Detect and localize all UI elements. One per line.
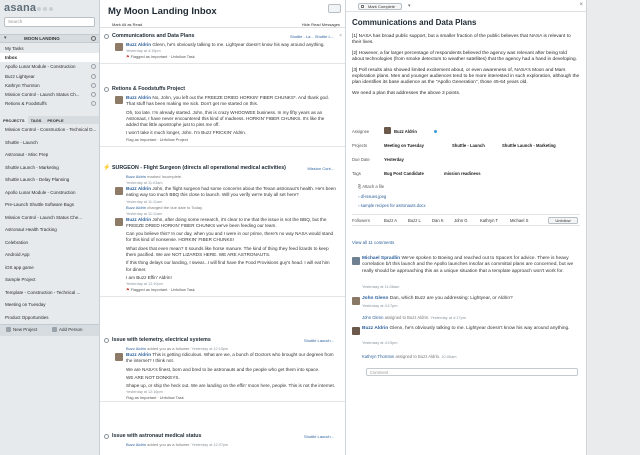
project-item-label: Sample Project: [5, 277, 36, 282]
project-item[interactable]: [0, 212, 100, 225]
unfollow-button[interactable]: Unfollow Task: [170, 287, 195, 293]
gear-icon[interactable]: [91, 36, 96, 41]
sidebar-item[interactable]: [0, 72, 100, 81]
follower-chip[interactable]: John G: [454, 218, 468, 223]
attach-file-button[interactable]: ⎘ Attach a file: [358, 184, 385, 189]
comment: Buzz Aldrin Glenn, he's obviously talking to me. Lightyear doesn't know his way around anything.: [352, 326, 576, 332]
inbox-thread[interactable]: [100, 336, 346, 402]
projects-field[interactable]: Projects Meeting on Tuesday Shuttle - Launch Shuttle Launch - Marketing: [352, 143, 556, 148]
thread-title[interactable]: Communications and Data Plans: [112, 33, 195, 39]
project-item[interactable]: [0, 299, 100, 312]
comment-text: What does that even mean? It sounds like horse manure. The kind of thing they feed lizards to keep them pacified. We are NOT LIZARDS HERE. WE ARE ASTRONAUTS.: [126, 245, 329, 258]
project-item[interactable]: [0, 249, 100, 262]
status-dot-icon: [434, 130, 437, 133]
project-item[interactable]: [0, 137, 100, 150]
project-item[interactable]: [0, 224, 100, 237]
asana-logo[interactable]: asana: [4, 2, 54, 14]
assignee-field[interactable]: Assignee Buzz Aldrin: [352, 127, 580, 137]
avatar: [352, 257, 360, 265]
person-icon: [91, 64, 96, 69]
comment-text: Oh, too late. I'm already started. John, this is crazy WHOOWEE business. In my fifty years as an Astronaut, I have never encountered this kind of madness. HORKIN' FIBER CHUNKS. It's like the added that little apostrophe just to piss me off.: [126, 109, 325, 128]
paperclip-icon: ⎘: [358, 184, 363, 189]
unfollow-button[interactable]: Unfollow Task: [170, 54, 195, 60]
activity-line: Buzz Aldrin added you as a follower. Yesterday at 12:15pm: [126, 346, 229, 351]
flag-icon: ⚑: [126, 54, 130, 60]
task-checkbox[interactable]: [104, 87, 109, 92]
sidebar-item[interactable]: [0, 44, 100, 53]
followers-bar: Followers Buzz A Buzz L Dan K John G Kathryn T Michael S Unfollow: [352, 214, 580, 226]
person-icon: [91, 83, 96, 88]
thread-title[interactable]: Issue with astronaut medical status: [112, 433, 202, 439]
project-item-label: Celebration: [5, 239, 29, 245]
search-input[interactable]: Search: [4, 17, 95, 27]
flag-button[interactable]: Flag as Important: [126, 136, 157, 142]
project-item-label: Apollo Lunar Module - Construction: [5, 189, 76, 195]
workspace-name: MOON LANDING: [24, 36, 60, 41]
sidebar-item[interactable]: [0, 81, 100, 90]
comment: Buzz Aldrin John, after doing some research, it's clear to me that the issue is not the BBQ, but the FREEZE DRIED HORKIN' FIBER CHUNKS we've been feeding our team.: [100, 217, 346, 230]
unfollow-button[interactable]: Unfollow Task: [159, 395, 184, 401]
project-item[interactable]: [0, 174, 100, 187]
checkmark-icon: [361, 5, 364, 8]
task-checkbox[interactable]: [104, 338, 109, 343]
project-item[interactable]: [0, 149, 100, 162]
project-item[interactable]: [0, 237, 100, 250]
plus-icon: [6, 327, 11, 332]
timestamp: Yesterday at 12:10pm: [126, 282, 163, 287]
sidebar-footer: [0, 324, 100, 336]
project-item[interactable]: [0, 287, 100, 300]
activity-line: Kathryn Thornton assigned to Buzz Aldrin. 10:06am: [362, 354, 457, 359]
due-date-field[interactable]: Due Date Yesterday: [352, 157, 404, 162]
mark-complete-button[interactable]: Mark Complete: [358, 3, 402, 10]
tags-field[interactable]: Tags Bug Post Candidate mission readiness: [352, 171, 481, 176]
comment-text: I won't take it much longer, John. I'm Buzz FRICKIN' Aldrin.: [126, 130, 247, 136]
comment-text: Can you believe this? In our day, when you and I were in our prime, there's no way NASA would stand for this kind of nonsense. HORKIN' FIBER CHUNKS!: [126, 231, 334, 243]
project-item-label: Meeting on Tuesday: [5, 302, 46, 307]
sidebar-tabs: [0, 116, 100, 124]
activity-line: Buzz Aldrin changed the due date to Today.: [126, 204, 203, 210]
project-item-label: Mission Control - Launch Status Che...: [5, 214, 83, 220]
avatar: [115, 187, 123, 195]
activity-line: Buzz Aldrin marked Incomplete.: [126, 174, 183, 179]
person-icon: [91, 101, 96, 106]
project-item-label: Shuttle - Launch: [5, 139, 38, 145]
avatar: [115, 218, 123, 226]
project-item-label: Mission Control - Construction - Technical D...: [5, 127, 97, 132]
thread-actions: Flag as Important · Unfollow Project: [126, 136, 188, 142]
sidebar: [0, 0, 100, 455]
follower-chip[interactable]: Buzz A: [384, 218, 398, 223]
project-item[interactable]: [0, 262, 100, 275]
task-toolbar: [346, 0, 586, 12]
sidebar-item-label: Buzz Lightyear: [5, 73, 35, 79]
logo-dot-icon: [37, 7, 41, 11]
project-item-label: Product Opportunities: [5, 314, 49, 320]
avatar: [352, 297, 360, 305]
avatar: [115, 96, 123, 104]
mark-all-read-button[interactable]: Mark All as Read: [112, 22, 143, 27]
sidebar-item-label: Mission Control - Launch Status Ch...: [5, 91, 80, 97]
lightning-icon: ⚡: [103, 165, 111, 171]
avatar: [384, 127, 391, 134]
project-item-label: Pre-Launch Shuttle Software Bugs: [5, 202, 75, 207]
window-margin: [586, 0, 640, 455]
task-checkbox[interactable]: [104, 34, 109, 39]
inbox-thread[interactable]: [100, 32, 346, 64]
follower-chip[interactable]: Kathryn T: [480, 218, 499, 223]
inbox-thread[interactable]: [100, 164, 346, 297]
sidebar-item[interactable]: [0, 90, 100, 99]
tab-people[interactable]: PEOPLE: [47, 118, 64, 123]
follower-chip[interactable]: Dan K: [432, 218, 444, 223]
comment: Buzz Aldrin No, John, you left out the FREEZE DRIED HORKIN' FIBER CHUNKS*. And thank god. That stuff has been making me sick. Don't get me started on this.: [100, 95, 346, 108]
comment: Michael Spradlin We've spoken to Boeing and reached out to SpaceX for advice. There is heavy correlation b/t this launch and the Apollo launches insofar as committal plans are concerned, but we really should be approaching this as a unique situation that a template approach won't work for.: [352, 256, 576, 275]
task-detail-pane: [346, 0, 586, 455]
timestamp: Yesterday at 11:11am: [126, 211, 163, 216]
sidebar-item-label: Apollo Lunar Module - Construction: [5, 64, 76, 70]
project-item[interactable]: [0, 274, 100, 287]
timestamp: Yesterday at 11:06am: [362, 284, 400, 289]
close-icon[interactable]: ×: [579, 2, 583, 8]
sidebar-item-label: Kathryn Thornton: [5, 82, 40, 88]
close-icon[interactable]: ×: [339, 33, 342, 39]
flag-button[interactable]: Flagged as Important: [130, 287, 168, 293]
comment: Buzz Aldrin John, the flight surgeon had some concerns about the Texan astronaut's health. He's been eating way too much BBQ this close to launch. Will you verify we're truly all set here?: [100, 186, 346, 199]
inbox-toolbar: [100, 20, 346, 28]
sidebar-item-label: My Tasks: [5, 46, 24, 51]
follower-chip[interactable]: Michael S: [510, 218, 529, 223]
comment-text: WE ARE NOT DONKEYS.: [126, 374, 180, 380]
attachment-link[interactable]: ▫ sample recipes for astronauts.docx: [358, 203, 426, 208]
follower-chip[interactable]: Buzz L: [408, 218, 421, 223]
project-item[interactable]: [0, 162, 100, 175]
unfollow-button[interactable]: Unfollow: [548, 217, 578, 224]
tab-projects[interactable]: PROJECTS: [0, 116, 28, 125]
new-project-button[interactable]: New Project: [6, 327, 37, 332]
view-all-comments-link[interactable]: View all 11 comments: [352, 240, 395, 245]
flag-button[interactable]: Flag as Important: [126, 395, 157, 401]
project-link[interactable]: Shuttle Launch...: [303, 434, 334, 439]
project-item[interactable]: [0, 124, 100, 137]
task-description[interactable]: [1] NASA has broad public support, but a smaller fraction of the public believes that NASA is relevant to their lives. [2] However, a far larger percentage of respondents believed the agency was relevant after being told about technologies (from smoke detectors to weather satellites) that the agency had a hand in developing. [3] Poll results also showed limited excitement about, or even awareness of, NASA's Moon and Mars exploration plans. Men and younger audiences tend to be more interested in such exploration, although the plan identifies its base audience as the "Apollo Generation", those 45-64 years old. We need a plan that addresses the above 3 points.: [352, 34, 580, 96]
project-item-label: Shuttle Launch - Delay Planning: [5, 177, 70, 182]
project-item-label: Astronaut - Misc Prep: [5, 152, 49, 157]
comment: Buzz Aldrin This is getting ridiculous. What are we, a bunch of Doctors who brought our degrees from the internet? I think not.: [100, 352, 346, 365]
timestamp: Yesterday at 11:03am: [126, 181, 163, 185]
person-icon: [52, 327, 57, 332]
person-icon: [91, 74, 96, 79]
project-item[interactable]: [0, 199, 100, 212]
file-icon: ▫: [358, 194, 361, 199]
activity-line: John Glenn assigned to Buzz Aldrin. Yesterday at 4:17pm: [362, 315, 467, 320]
avatar: [115, 43, 123, 51]
thread-title[interactable]: SURGEON - Flight Surgeon (directs all operational medical activities): [112, 165, 286, 171]
comment: John Glenn Dan, which Buzz are you addressing: Lightyear, or Aldrin?: [352, 296, 576, 302]
project-item-label: Astronaut Health Tracking: [5, 227, 57, 232]
collapse-icon[interactable]: [328, 4, 341, 13]
avatar: [352, 327, 360, 335]
thread-title[interactable]: Retions & Foodstuffs Project: [112, 86, 185, 92]
timestamp: Yesterday at 12:16pm: [126, 390, 163, 395]
avatar: [115, 353, 123, 361]
flag-button[interactable]: Flagged as Important: [130, 54, 168, 60]
unfollow-button[interactable]: Unfollow Project: [159, 136, 188, 142]
comment-text: I am Buzz Effin' Aldrin!: [126, 274, 172, 280]
project-link[interactable]: Mission Cont...: [307, 166, 334, 171]
project-list: [0, 124, 100, 324]
project-item-label: Template - Construction - Technical ...: [5, 289, 81, 295]
chevron-down-icon: ▾: [4, 35, 7, 41]
task-title[interactable]: Communications and Data Plans: [352, 18, 477, 27]
project-link[interactable]: Shuttle - La... Shuttle L...: [289, 34, 334, 39]
sidebar-item-label: Retions & Foodstuffs: [5, 101, 47, 107]
thread-actions: Flag as Important · Unfollow Task: [126, 395, 184, 401]
project-item-label: Shuttle Launch - Marketing: [5, 164, 59, 170]
sidebar-item-label: Inbox: [5, 55, 17, 61]
timestamp: Yesterday at 4:17pm: [362, 303, 398, 308]
project-item[interactable]: [0, 312, 100, 325]
activity-line: Buzz Aldrin added you as a follower. Yesterday at 12:07pm: [126, 442, 229, 447]
project-item[interactable]: [0, 187, 100, 200]
workspace-switcher[interactable]: [0, 34, 100, 43]
timestamp: Yesterday at 11:11am: [126, 199, 163, 204]
inbox-thread[interactable]: [100, 432, 346, 448]
sidebar-item[interactable]: [0, 62, 100, 71]
add-person-button[interactable]: Add Person: [52, 327, 83, 332]
tab-tags[interactable]: TAGS: [30, 118, 42, 123]
inbox-pane: [100, 0, 346, 455]
project-item-label: Android App: [5, 252, 30, 257]
project-link[interactable]: Shuttle Launch...: [303, 338, 334, 343]
comment: Buzz Aldrin Glenn, he's obviously talking to me. Lightyear doesn't know his way around anything.: [100, 42, 346, 48]
project-item-label: iOS app game: [5, 264, 34, 270]
comment-input[interactable]: Comment: [366, 368, 578, 376]
sidebar-item[interactable]: [0, 53, 100, 62]
inbox-title: My Moon Landing Inbox: [108, 6, 217, 17]
chevron-down-icon[interactable]: ▾: [408, 3, 411, 9]
attachment-link[interactable]: ▫ dl-issues.jpeg: [358, 194, 387, 199]
flag-icon: ⚑: [126, 287, 130, 293]
person-icon: [91, 92, 96, 97]
thread-actions: ⚑ Flagged as Important · Unfollow Task: [126, 287, 195, 293]
timestamp: Yesterday at 4:19pm: [362, 340, 398, 345]
comment-text: Shape up, or ship the heck out. We are landing on the effin' moon here, people. This is not the internet.: [126, 383, 336, 389]
nav-list: [0, 44, 100, 108]
thread-actions: ⚑ Flagged as Important · Unfollow Task: [126, 54, 195, 60]
comment-text: If this thing delays our landing, I swear...I will find have the Food Provisions guy's head. I will eat him for dinner.: [126, 260, 330, 272]
task-checkbox[interactable]: [104, 434, 109, 439]
comment-text: We are NASA's finest, born and bred to be astronauts and the people who get them into space.: [126, 366, 320, 372]
inbox-thread[interactable]: [100, 85, 346, 147]
file-icon: ▫: [358, 203, 361, 208]
sidebar-item[interactable]: [0, 99, 100, 108]
timestamp: Yesterday at 4:19pm: [126, 49, 161, 54]
hide-read-button[interactable]: Hide Read Messages: [301, 22, 340, 27]
thread-title[interactable]: Issue with telemetry, electrical systems: [112, 337, 211, 343]
